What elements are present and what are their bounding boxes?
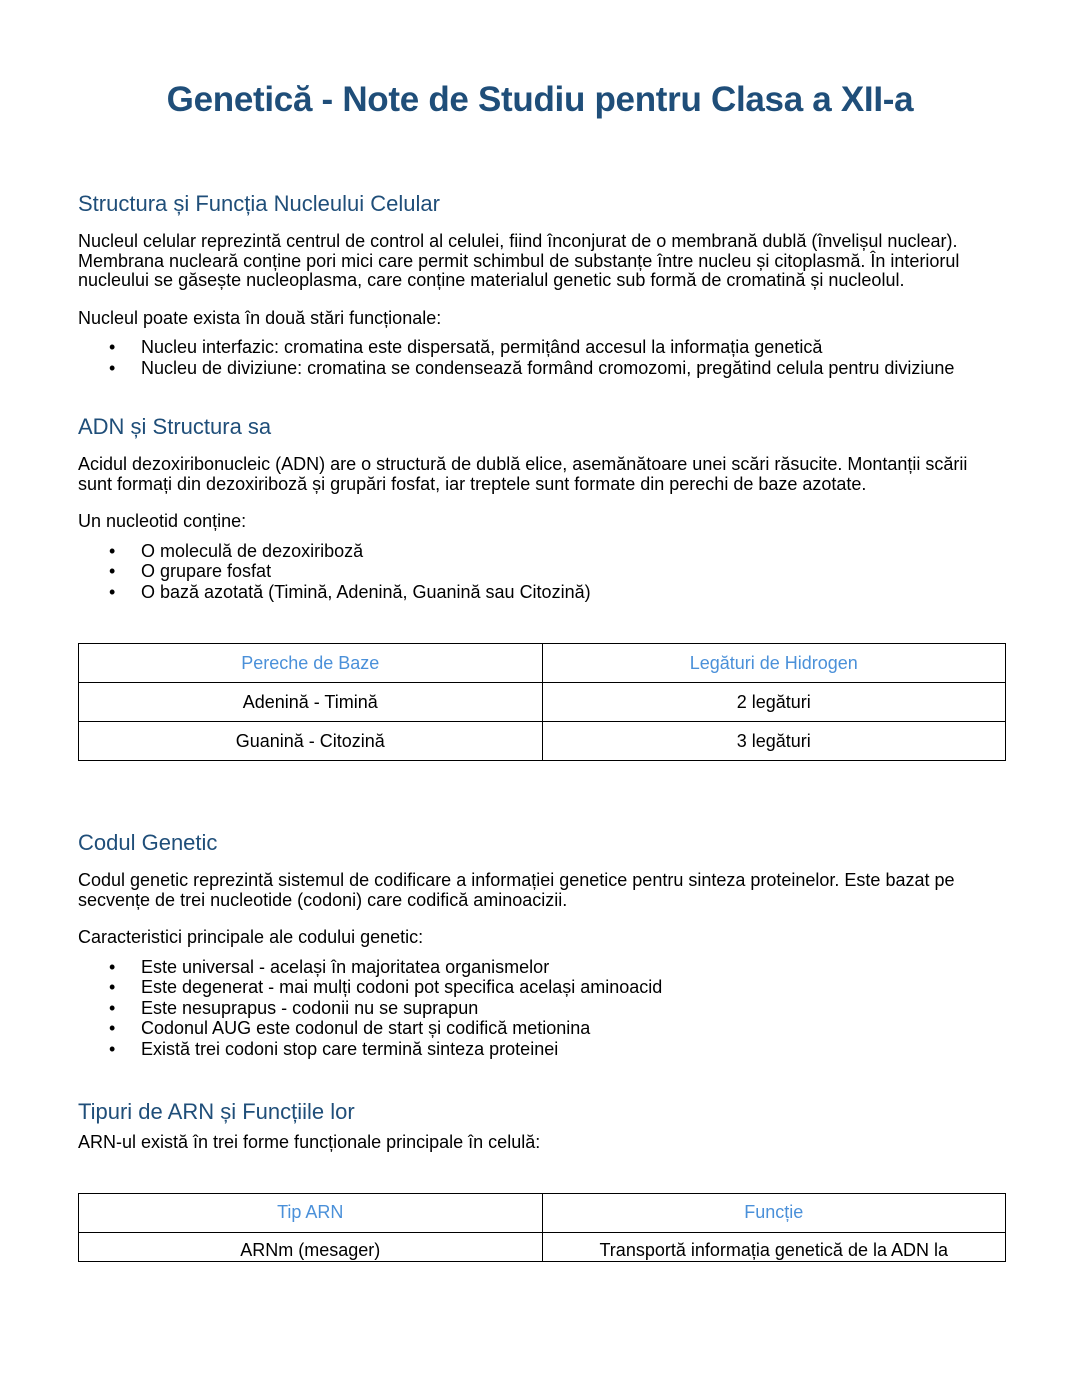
nucleus-states-list bbox=[78, 337, 1006, 378]
table-row bbox=[79, 683, 1006, 722]
rna-paragraph: ARN-ul există în trei forme funcționale principale în celulă: bbox=[78, 1132, 541, 1152]
table-row bbox=[79, 722, 1006, 761]
section-heading-rna: Tipuri de ARN și Funcțiile lor bbox=[78, 1099, 355, 1124]
nucleotide-list bbox=[78, 541, 1006, 603]
genetic-code-intro: Caracteristici principale ale codului genetic: bbox=[78, 927, 424, 947]
table-cell: Guanină - Citozină bbox=[79, 722, 543, 761]
nucleus-paragraph: Nucleul celular reprezintă centrul de control al celulei, fiind înconjurat de o membrană dublă (învelișul nuclear). Membrana nucleară conține pori mici care permit schimbul de substanțe între nucleu și citoplasmă. În interiorul nucleului se găsește nucleoplasma, care conține materialul genetic sub formă de cromatină și nucleolul. bbox=[78, 231, 960, 290]
base-pairs-table bbox=[78, 643, 1006, 761]
section-heading-genetic-code: Codul Genetic bbox=[78, 830, 218, 855]
table-row bbox=[79, 1232, 1006, 1261]
list-item: • O grupare fosfat bbox=[141, 561, 1006, 582]
table-header-row bbox=[79, 644, 1006, 683]
nucleus-states-intro: Nucleul poate exista în două stări funcționale: bbox=[78, 307, 442, 328]
list-item: • O moleculă de dezoxiriboză bbox=[141, 541, 1006, 562]
table-header-cell: Legături de Hidrogen bbox=[542, 644, 1006, 683]
list-item: • Nucleu de diviziune: cromatina se condensează formând cromozomi, pregătind celula pentru diviziune bbox=[141, 358, 1006, 379]
table-cell: Adenină - Timină bbox=[79, 683, 543, 722]
list-item: • Este nesuprapus - codonii nu se suprapun bbox=[141, 998, 1006, 1019]
table-cell: Transportă informația genetică de la ADN la bbox=[542, 1232, 1006, 1261]
table-header-cell: Funcție bbox=[542, 1193, 1006, 1232]
nucleotide-intro: Un nucleotid conține: bbox=[78, 511, 247, 531]
section-heading-dna: ADN și Structura sa bbox=[78, 414, 272, 439]
table-header-cell: Pereche de Baze bbox=[79, 644, 543, 683]
table-cell: 3 legături bbox=[542, 722, 1006, 761]
page-title: Genetică - Note de Studiu pentru Clasa a XII-a bbox=[166, 80, 914, 119]
dna-paragraph: Acidul dezoxiribonucleic (ADN) are o structură de dublă elice, asemănătoare unei scări răsucite. Montanții scării sunt formați din dezoxiriboză și grupări fosfat, iar treptele sunt formate din perechi de baze azotate. bbox=[78, 454, 968, 494]
table-header-cell: Tip ARN bbox=[79, 1193, 543, 1232]
list-item: • Este degenerat - mai mulți codoni pot specifica același aminoacid bbox=[141, 977, 1006, 998]
list-item: • Există trei codoni stop care termină sinteza proteinei bbox=[141, 1039, 1006, 1060]
list-item: • Codonul AUG este codonul de start și codifică metionina bbox=[141, 1018, 1006, 1039]
list-item: • Nucleu interfazic: cromatina este dispersată, permițând accesul la informația genetică bbox=[141, 337, 1006, 358]
list-item: • O bază azotată (Timină, Adenină, Guanină sau Citozină) bbox=[141, 582, 1006, 603]
list-item: • Este universal - același în majoritatea organismelor bbox=[141, 957, 1006, 978]
genetic-code-list bbox=[78, 957, 1006, 1060]
table-header-row bbox=[79, 1193, 1006, 1232]
table-cell: 2 legături bbox=[542, 683, 1006, 722]
section-heading-nucleus: Structura și Funcția Nucleului Celular bbox=[78, 191, 440, 216]
genetic-code-paragraph: Codul genetic reprezintă sistemul de codificare a informației genetice pentru sinteza proteinelor. Este bazat pe secvențe de trei nucleotide (codoni) care codifică aminoacizii. bbox=[78, 870, 955, 910]
document-body bbox=[78, 189, 1006, 1262]
table-cell: ARNm (mesager) bbox=[79, 1232, 543, 1261]
rna-types-table bbox=[78, 1193, 1006, 1262]
